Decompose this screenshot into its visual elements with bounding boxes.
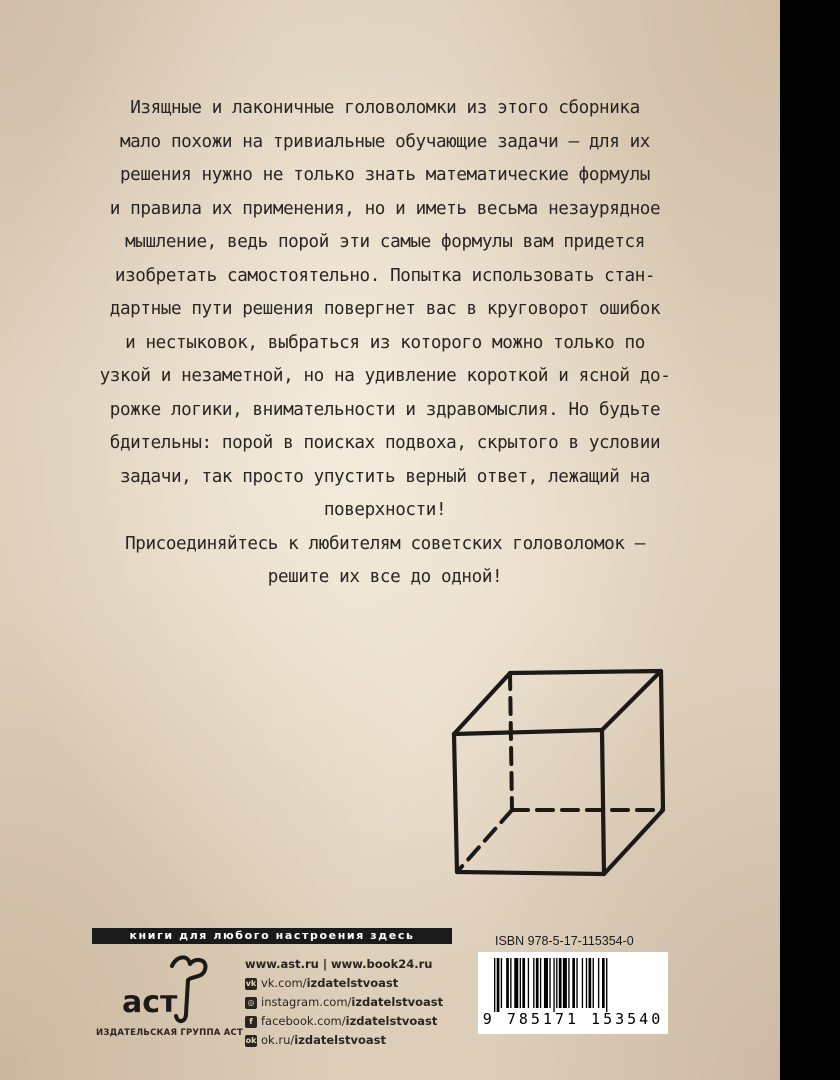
barcode-bar [602, 958, 605, 1008]
instagram-icon: ◎ [245, 997, 257, 1009]
social-link-instagram[interactable] [245, 993, 443, 1012]
social-link-odnoklassniki[interactable] [245, 1031, 443, 1050]
barcode-bar [563, 958, 567, 1008]
blurb-text [70, 92, 700, 595]
website-links-text[interactable]: www.ast.ru | www.book24.ru [245, 957, 433, 971]
social-link-vk[interactable] [245, 974, 443, 993]
social-link-handle: izdatelstvoast [351, 995, 444, 1009]
barcode-bar [540, 958, 541, 1008]
publisher-name: ИЗДАТЕЛЬСКАЯ ГРУППА АСТ [96, 1028, 243, 1038]
blurb-line: задачи, так просто упустить верный ответ, лежащий на [119, 466, 650, 487]
isbn: ISBN 978-5-17-115354-0 [495, 934, 634, 948]
logo-text: аст [122, 985, 178, 1020]
barcode-bar [568, 958, 569, 1008]
barcode-bar [501, 958, 502, 1008]
barcode-bar [522, 958, 525, 1008]
blurb-line: бдительны: порой в поисках подвоха, скрытого в условии [109, 433, 661, 453]
ast-logo [116, 950, 226, 1028]
blurb-line: мало похожи на тривиальные обучающие задачи — для их [119, 131, 650, 152]
blurb-line: дартные пути решения повергнет вас в круговорот ошибок [109, 299, 661, 319]
blurb-line: и нестыковок, выбраться из которого можно только по [125, 332, 645, 353]
social-link-prefix: vk.com/ [261, 976, 307, 990]
social-link-prefix: instagram.com/ [261, 995, 352, 1009]
barcode-digits: 9 785171 153540 [482, 1010, 664, 1028]
barcode-bar [586, 958, 587, 1008]
barcode-bar [533, 958, 534, 1008]
publisher-slogan: книги для любого настроения здесь [92, 928, 452, 944]
social-link-prefix: ok.ru/ [261, 1033, 295, 1047]
blurb-line: и правила их применения, но и иметь весьма незаурядное [109, 198, 661, 219]
spine-edge [780, 0, 840, 1080]
barcode-bar [549, 958, 550, 1008]
publisher-links [245, 955, 443, 1050]
website-links[interactable] [245, 955, 443, 974]
social-link-handle: izdatelstvoast [294, 1033, 386, 1047]
vk-icon: vk [245, 978, 257, 988]
barcode-bar [510, 958, 511, 1008]
barcode-bar [556, 958, 557, 1008]
blurb-line: решите их все до одной! [267, 567, 503, 587]
social-link-facebook[interactable] [245, 1012, 443, 1031]
blurb-line: Изящные и лаконичные головоломки из этого сборника [130, 98, 640, 118]
blurb-line: решения нужно не только знать математические формулы [119, 165, 650, 185]
social-link-handle: izdatelstvoast [345, 1014, 438, 1028]
barcode-bar [598, 958, 599, 1008]
barcode-bar [606, 958, 607, 1012]
blurb-line: узкой и незаметной, но на удивление короткой и ясной до- [99, 366, 671, 386]
social-link-prefix: facebook.com/ [261, 1014, 346, 1028]
barcode-bar [559, 958, 562, 1008]
blurb-line: рожке логики, внимательности и здравомыслия. Но будьте [109, 399, 661, 420]
barcode-bar [494, 958, 495, 1012]
cube-drawing [440, 660, 680, 890]
barcode [478, 952, 668, 1034]
blurb-line: изобретать самостоятельно. Попытка использовать стан- [114, 265, 656, 286]
barcode-bar [514, 958, 518, 1008]
barcode-bars [492, 958, 654, 1012]
barcode-bar [528, 958, 529, 1008]
barcode-bar [582, 958, 583, 1008]
odnoklassniki-icon: ok [245, 1035, 257, 1045]
barcode-bar [544, 958, 548, 1008]
blurb-line: Присоединяйтесь к любителям советских головоломок — [125, 533, 645, 554]
barcode-bar [589, 958, 592, 1008]
blurb-line: мышление, ведь порой эти самые формулы вам придется [125, 232, 645, 252]
facebook-icon: f [245, 1016, 257, 1028]
barcode-bar [497, 958, 500, 1012]
barcode-bar [576, 958, 577, 1008]
barcode-bar [572, 958, 575, 1008]
barcode-bar [593, 958, 594, 1008]
barcode-bar [520, 958, 521, 1008]
barcode-bar [536, 958, 539, 1008]
blurb-line: поверхности! [323, 500, 447, 520]
social-link-handle: izdatelstvoast [306, 976, 399, 990]
barcode-bar [553, 958, 554, 1012]
barcode-bar [506, 958, 509, 1008]
